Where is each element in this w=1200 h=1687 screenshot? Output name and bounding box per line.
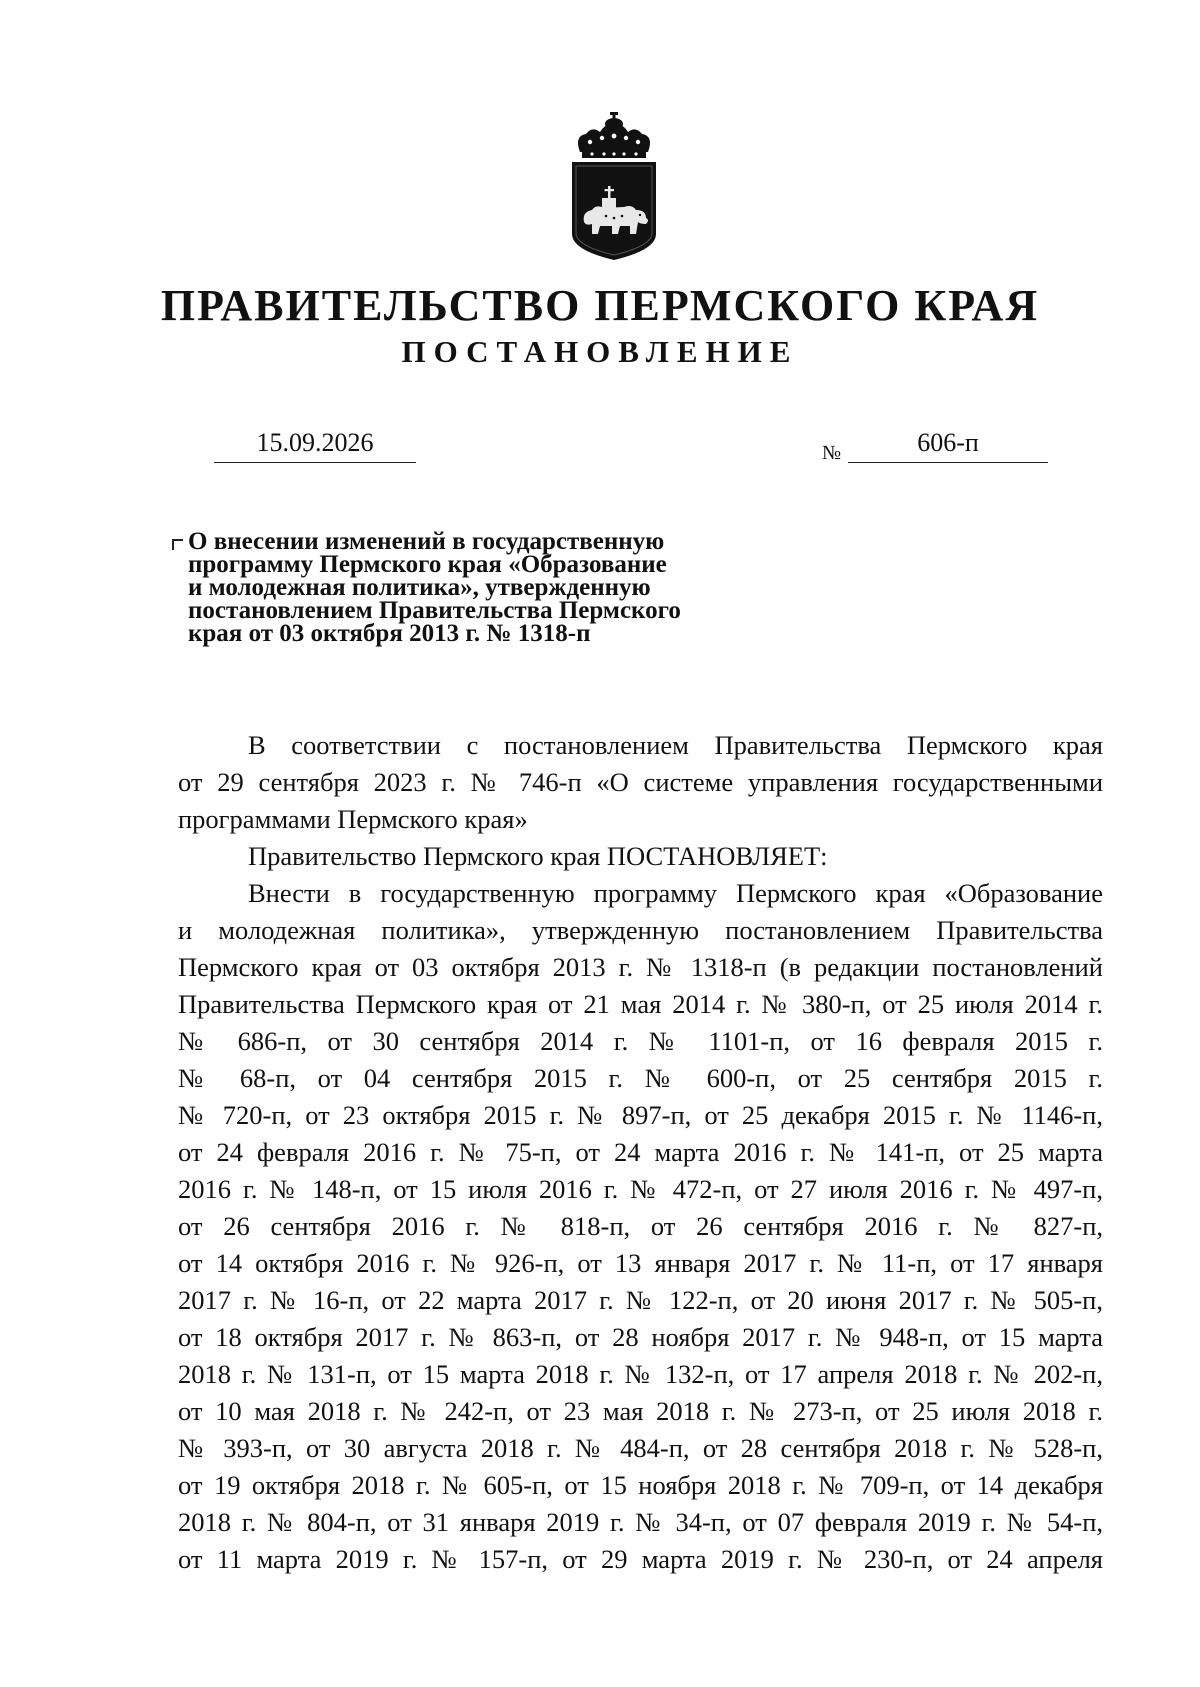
body-line: от 14 октября 2016 г. № 926-п, от 13 января 2017 г. № 11-п, от 17 января [178, 1248, 1103, 1278]
body-line: от 26 сентября 2016 г. № 818-п, от 26 сентября 2016 г. № 827-п, [178, 1211, 1103, 1241]
coat-of-arms-icon [566, 112, 662, 262]
body-line: от 29 сентября 2023 г. № 746-п «О системе управления государственными [178, 767, 1103, 797]
body-line: от 19 октября 2018 г. № 605-п, от 15 ноября 2018 г. № 709-п, от 14 декабря [178, 1470, 1103, 1500]
body-line: от 11 марта 2019 г. № 157-п, от 29 марта 2019 г. № 230-п, от 24 апреля [178, 1544, 1103, 1574]
body-line: от 18 октября 2017 г. № 863-п, от 28 ноября 2017 г. № 948-п, от 15 марта [178, 1322, 1103, 1352]
document-subject [188, 530, 768, 645]
document-number: 606-п [848, 424, 1048, 463]
subject-line: О внесении изменений в государственную [188, 528, 665, 555]
document-type: ПОСТАНОВЛЕНИЕ [401, 334, 799, 369]
subject-line: программу Пермского края «Образование [188, 551, 667, 578]
subject-line: постановлением Правительства Пермского [188, 597, 681, 624]
body-line: 2018 г. № 131-п, от 15 марта 2018 г. № 132-п, от 17 апреля 2018 г. № 202-п, [178, 1359, 1103, 1389]
corner-bracket-mark [172, 539, 183, 550]
body-line: Пермского края от 03 октября 2013 г. № 1318-п (в редакции постановлений [178, 952, 1103, 982]
document-date: 15.09.2026 [214, 424, 416, 463]
paragraph-legal-basis [178, 727, 1103, 838]
number-sign: № [822, 442, 842, 464]
body-line: программами Пермского края» [178, 804, 528, 834]
paragraph-resolves [178, 838, 1103, 875]
body-line: Правительства Пермского края от 21 мая 2014 г. № 380-п, от 25 июля 2014 г. [178, 989, 1103, 1019]
body-line: 2016 г. № 148-п, от 15 июля 2016 г. № 472-п, от 27 июля 2016 г. № 497-п, [178, 1174, 1103, 1204]
government-title: ПРАВИТЕЛЬСТВО ПЕРМСКОГО КРАЯ [160, 281, 1040, 330]
subject-line: края от 03 октября 2013 г. № 1318-п [188, 620, 591, 647]
subject-line: и молодежная политика», утвержденную [188, 574, 651, 601]
paragraph-amendments [178, 875, 1103, 1578]
body-line: 2017 г. № 16-п, от 22 марта 2017 г. № 122-п, от 20 июня 2017 г. № 505-п, [178, 1285, 1103, 1315]
body-line: 2018 г. № 804-п, от 31 января 2019 г. № 34-п, от 07 февраля 2019 г. № 54-п, [178, 1507, 1103, 1537]
body-line: № 393-п, от 30 августа 2018 г. № 484-п, от 28 сентября 2018 г. № 528-п, [178, 1433, 1103, 1463]
body-line: от 24 февраля 2016 г. № 75-п, от 24 марта 2016 г. № 141-п, от 25 марта [178, 1137, 1103, 1167]
body-line: № 720-п, от 23 октября 2015 г. № 897-п, от 25 декабря 2015 г. № 1146-п, [178, 1100, 1103, 1130]
body-line: Правительство Пермского края ПОСТАНОВЛЯЕТ: [248, 841, 828, 871]
document-body [178, 727, 1103, 1578]
body-line: Внести в государственную программу Пермского края «Образование [248, 878, 1103, 908]
body-line: № 68-п, от 04 сентября 2015 г. № 600-п, от 25 сентября 2015 г. [178, 1063, 1103, 1093]
body-line: В соответствии с постановлением Правительства Пермского края [248, 730, 1103, 760]
body-line: и молодежная политика», утвержденную постановлением Правительства [178, 915, 1103, 945]
body-line: № 686-п, от 30 сентября 2014 г. № 1101-п, от 16 февраля 2015 г. [178, 1026, 1103, 1056]
body-line: от 10 мая 2018 г. № 242-п, от 23 мая 2018 г. № 273-п, от 25 июля 2018 г. [178, 1396, 1103, 1426]
